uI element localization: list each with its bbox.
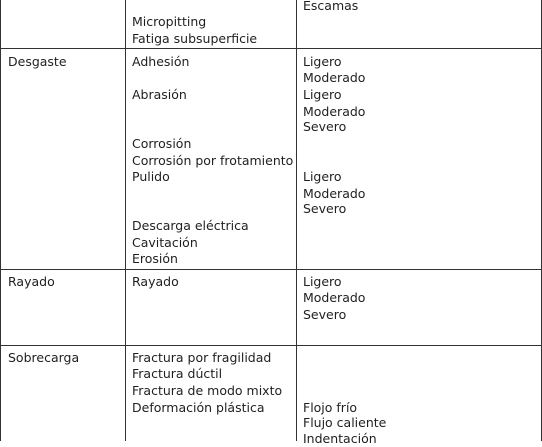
mechanism-cell: Micropitting bbox=[132, 14, 207, 29]
degree-cell: Ligero bbox=[303, 87, 342, 102]
degree-cell: Flujo caliente bbox=[303, 415, 387, 430]
degree-cell: Escamas bbox=[303, 0, 359, 13]
mechanism-cell: Fractura dúctil bbox=[132, 366, 223, 381]
mechanism-cell: Erosión bbox=[132, 251, 178, 266]
mechanism-cell: Abrasión bbox=[132, 87, 187, 102]
mechanism-cell: Corrosión por frotamiento bbox=[132, 153, 294, 168]
degree-cell: Indentación bbox=[303, 431, 377, 446]
mechanism-cell: Adhesión bbox=[132, 54, 190, 69]
table-border-left bbox=[0, 0, 1, 441]
mechanism-cell: Deformación plástica bbox=[132, 400, 265, 415]
degree-cell: Severo bbox=[303, 201, 347, 216]
row-divider-2 bbox=[0, 269, 542, 270]
row-divider-1 bbox=[0, 48, 542, 49]
mechanism-cell: Descarga eléctrica bbox=[132, 218, 249, 233]
mechanism-cell: Pulido bbox=[132, 169, 170, 184]
category-cell: Rayado bbox=[8, 274, 55, 289]
category-cell: Desgaste bbox=[8, 54, 67, 69]
mechanism-cell: Fatiga subsuperficie bbox=[132, 31, 258, 46]
degree-cell: Moderado bbox=[303, 104, 366, 119]
degree-cell: Ligero bbox=[303, 169, 342, 184]
degree-cell: Ligero bbox=[303, 54, 342, 69]
row-divider-3 bbox=[0, 345, 542, 346]
degree-cell: Moderado bbox=[303, 70, 366, 85]
column-divider-1 bbox=[125, 0, 126, 441]
category-cell: Sobrecarga bbox=[8, 350, 80, 365]
mechanism-cell: Fractura de modo mixto bbox=[132, 383, 283, 398]
mechanism-cell: Corrosión bbox=[132, 136, 192, 151]
degree-cell: Flojo frío bbox=[303, 400, 358, 415]
degree-cell: Moderado bbox=[303, 186, 366, 201]
degree-cell: Moderado bbox=[303, 290, 366, 305]
degree-cell: Severo bbox=[303, 307, 347, 322]
degree-cell: Ligero bbox=[303, 274, 342, 289]
column-divider-2 bbox=[296, 0, 297, 441]
mechanism-cell: Fractura por fragilidad bbox=[132, 350, 272, 365]
degree-cell: Severo bbox=[303, 119, 347, 134]
mechanism-cell: Rayado bbox=[132, 274, 179, 289]
mechanism-cell: Cavitación bbox=[132, 235, 198, 250]
